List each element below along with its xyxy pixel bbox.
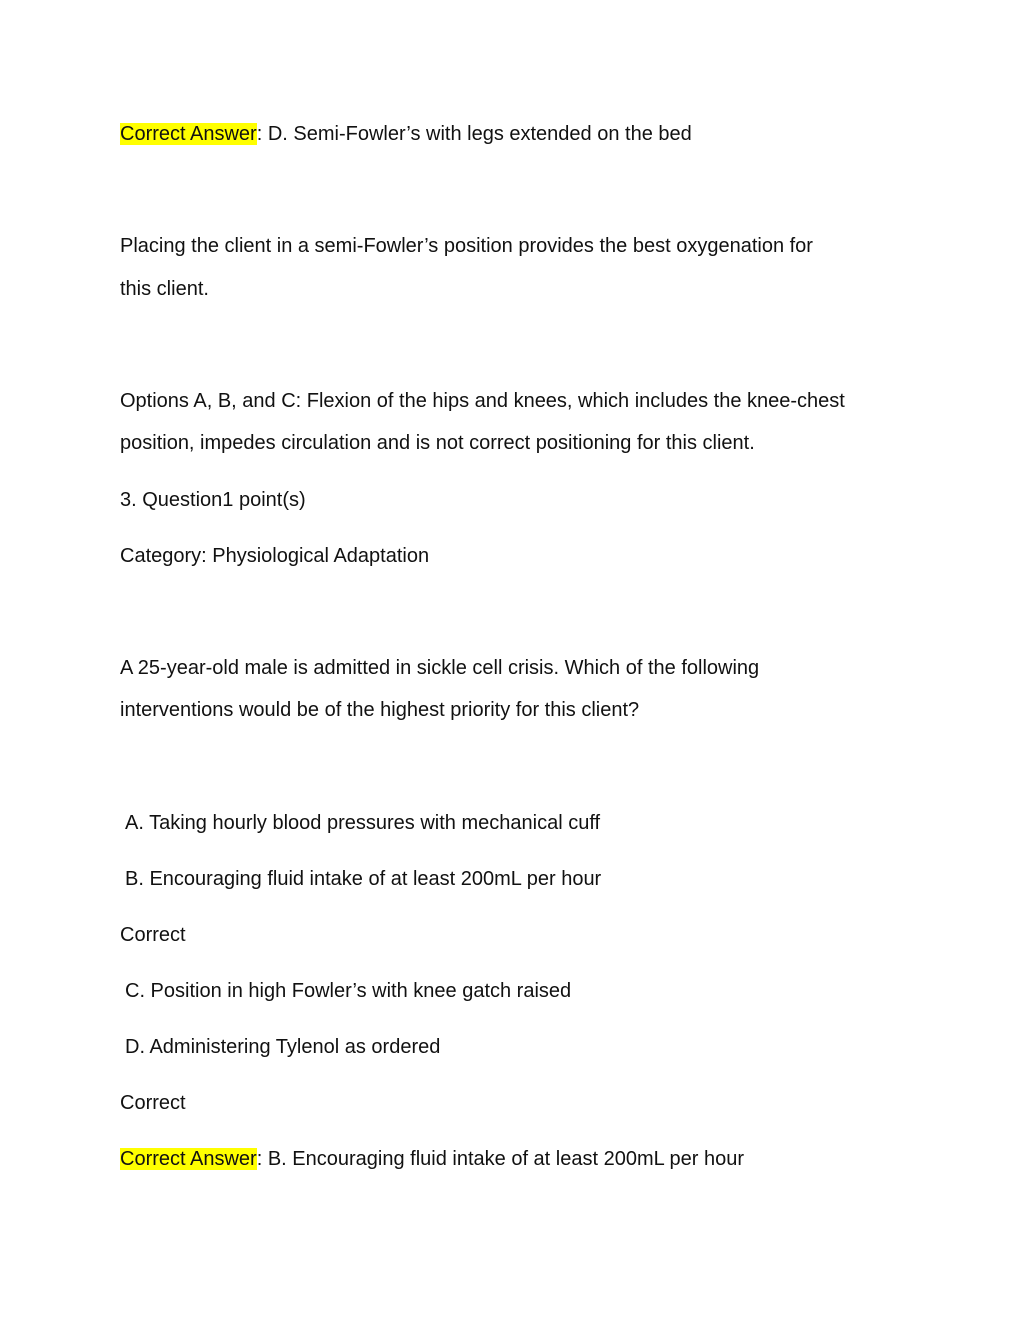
question-stem-line-2: interventions would be of the highest priority for this client? — [120, 699, 640, 721]
correct-answer-label: Correct Answer — [120, 123, 257, 145]
question-stem-line-1: A 25-year-old male is admitted in sickle cell crisis. Which of the following — [120, 657, 760, 679]
option-b: B. Encouraging fluid intake of at least 200mL per hour — [125, 868, 602, 890]
correct-answer-line-1 — [120, 121, 692, 147]
correct-answer-text: : D. Semi-Fowler’s with legs extended on the bed — [256, 123, 692, 145]
option-d: D. Administering Tylenol as ordered — [125, 1036, 441, 1058]
correct-answer-line-2 — [120, 1146, 744, 1172]
rationale-2-line-2: position, impedes circulation and is not correct positioning for this client. — [120, 432, 755, 454]
rationale-1-line-1: Placing the client in a semi-Fowler’s position provides the best oxygenation for — [120, 235, 813, 257]
correct-marker: Correct — [120, 924, 186, 946]
question-category: Category: Physiological Adaptation — [120, 545, 430, 567]
correct-answer-label: Correct Answer — [120, 1148, 257, 1170]
question-header: 3. Question1 point(s) — [120, 489, 306, 511]
rationale-2-line-1: Options A, B, and C: Flexion of the hips and knees, which includes the knee-chest — [120, 390, 845, 412]
correct-marker: Correct — [120, 1092, 186, 1114]
rationale-1-line-2: this client. — [120, 278, 209, 300]
option-a: A. Taking hourly blood pressures with mechanical cuff — [125, 812, 601, 834]
correct-answer-text: : B. Encouraging fluid intake of at least 200mL per hour — [256, 1148, 745, 1170]
option-c: C. Position in high Fowler’s with knee gatch raised — [125, 980, 572, 1002]
